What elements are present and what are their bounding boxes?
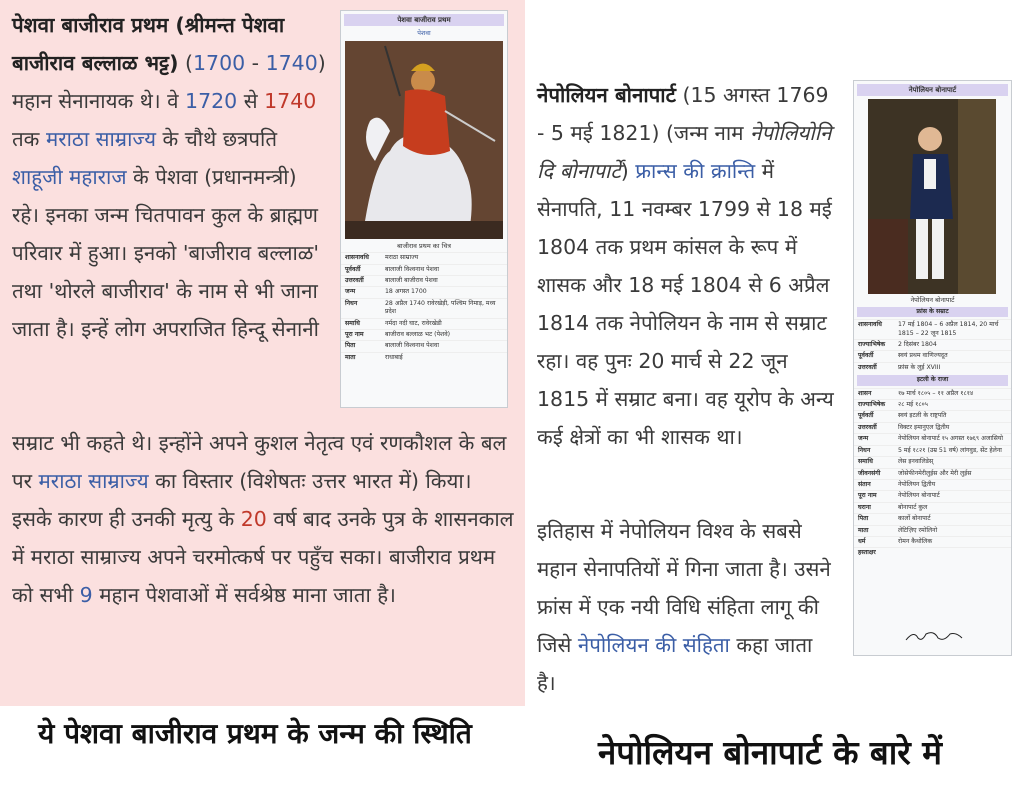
infobox-row-value: 18 अगस्त 1700 <box>385 288 427 296</box>
infobox-row <box>341 286 507 297</box>
infobox-row-value: बोनापार्ट कुल <box>898 503 928 511</box>
year-link[interactable]: 1740 <box>265 51 318 75</box>
infobox-row-key: पूर्ववर्ती <box>858 352 874 360</box>
french-revolution-link[interactable]: फ्रान्स की क्रान्ति <box>635 159 756 183</box>
infobox-row <box>854 339 1011 350</box>
infobox-row-key: राज्याभिषेक <box>858 341 886 349</box>
infobox-row <box>854 388 1011 399</box>
infobox-row <box>854 490 1011 501</box>
infobox-section: फ्रांस के सम्राट <box>857 307 1008 317</box>
infobox-row <box>854 547 1011 558</box>
infobox-row-value <box>898 549 1007 557</box>
infobox-row-key: निधन <box>345 299 358 307</box>
infobox-title: पेशवा बाजीराव प्रथम <box>344 14 504 26</box>
infobox-row-key: शासनावधि <box>345 254 369 262</box>
infobox-row-key: शासन <box>858 389 872 397</box>
napoleonic-code-link[interactable]: नेपोलियन की संहिता <box>577 633 730 657</box>
infobox-row <box>341 340 507 351</box>
infobox-row-value: २८ मई १८०५ <box>898 401 928 409</box>
infobox-row-key: पिता <box>858 515 869 523</box>
year-link[interactable]: 1700 <box>192 51 246 75</box>
right-caption: नेपोलियन बोनापार्ट के बारे में <box>597 733 943 772</box>
year-link[interactable]: 1740 <box>264 89 317 113</box>
infobox-row <box>854 422 1011 433</box>
napoleon-article-body: इतिहास में नेपोलियन विश्व के सबसे महान सेनापतियों में गिना जाता है। उसने फ्रांस में एक नयी विधि संहिता लागू की जिसे नेपोलियन की संहिता कहा जाता है। <box>537 519 831 695</box>
infobox-row-value: लेस इनवालिडेस् <box>898 458 934 466</box>
infobox-row-key: पूरा नाम <box>858 492 877 500</box>
napoleon-infobox <box>853 80 1012 656</box>
infobox-row <box>854 479 1011 490</box>
infobox-row-key: घराना <box>858 503 871 511</box>
infobox-row-value: नर्मदा नदी घाट, रावेरखेडी <box>385 319 442 327</box>
infobox-row <box>341 318 507 329</box>
infobox-row <box>854 525 1011 536</box>
infobox-row-value: बाजीराव बल्लाळ भट (पेशवे) <box>385 331 451 339</box>
infobox-row-key: उत्तरवर्ती <box>858 363 877 371</box>
signature-image <box>904 628 964 647</box>
infobox-row-value: 28 अप्रैल 1740 रावेरखेड़ी, पश्चिम निमाड़, मध्य प्रदेश <box>385 299 496 316</box>
shahuji-link[interactable]: शाहूजी महाराज <box>12 165 127 189</box>
baji-rao-article-body: सम्राट भी कहते थे। इन्होंने अपने कुशल नेतृत्व एवं रणकौशल के बल पर मराठा साम्राज्य का विस्तार (विशेषतः उत्तर भारत में) किया। इसके कारण ही उनकी मृत्यु के 20 वर्ष बाद उनके पुत्र के शासनकाल में मराठा साम्राज्य अपने चरमोत्कर्ष पर पहुँच सका। बाजीराव प्रथम को सभी 9 महान पेशवाओं में सर्वश्रेष्ठ माना जाता है। <box>12 431 514 607</box>
infobox-row-key: हस्ताक्षर <box>858 549 876 557</box>
infobox-row-value: राधाबाई <box>385 353 403 361</box>
infobox-row-value: नेपोलियन बोनापार्ट <box>898 492 940 500</box>
infobox-row-value: 2 दिसंबर 1804 <box>898 341 937 349</box>
infobox-row-key: शासनावधि <box>858 321 882 329</box>
infobox-row-key: उत्तरवर्ती <box>345 277 364 285</box>
infobox-row <box>854 456 1011 467</box>
infobox-row <box>341 329 507 340</box>
infobox-row-value: बालाजी विश्वनाथ पेशवा <box>385 265 439 273</box>
infobox-row <box>341 298 507 318</box>
infobox-row-value: बालाजी विश्वनाथ पेशवा <box>385 342 439 350</box>
infobox-row-value: नेपोलियन बोनापार्ट १५ अगस्त १७६९ अजासियो <box>898 435 1003 443</box>
infobox-subtitle: पेशवा <box>417 29 431 38</box>
infobox-row-key: धर्म <box>858 537 866 545</box>
infobox-row-value: 5 मई १८२१ (उम्र 51 वर्ष) लांगवुड, सेंट हेलेना <box>898 446 1002 454</box>
infobox-row-key: पूर्ववर्ती <box>345 265 361 273</box>
infobox-title: नेपोलियन बोनापार्ट <box>857 84 1008 96</box>
napoleon-portrait-image <box>868 99 997 294</box>
infobox-row-value: विक्टर इमानुएल द्वितीय <box>898 423 950 431</box>
infobox-row-value: कार्लो बोनापार्ट <box>898 515 931 523</box>
infobox-caption: नेपोलियन बोनापार्ट <box>910 296 955 305</box>
infobox-row-key: जन्म <box>858 435 869 443</box>
infobox-row-value: रोमन कैथोलिक <box>898 537 933 545</box>
infobox-row-key: उत्तरवर्ती <box>858 423 877 431</box>
infobox-row <box>854 468 1011 479</box>
infobox-row-key: पूरा नाम <box>345 331 364 339</box>
infobox-row-key: संतान <box>858 480 871 488</box>
infobox-row-value: मराठा साम्राज्य <box>385 254 419 262</box>
maratha-empire-link[interactable]: मराठा साम्राज्य <box>45 127 156 151</box>
infobox-row-value: स्वयं प्रथम वाणिज्यदूत <box>898 352 948 360</box>
infobox-row <box>854 350 1011 361</box>
baji-rao-article-intro: पेशवा बाजीराव प्रथम (श्रीमन्त पेशवा बाजीराव बल्लाळ भट्ट) (1700 - 1740) महान सेनानायक थे। वे 1720 से 1740 तक मराठा साम्राज्य के चौथे छत्रपति शाहूजी महाराज के पेशवा (प्रधानमन्त्री) रहे। इनका जन्म चितपावन कुल के ब्राह्मण परिवार में हुआ। इनको 'बाजीराव बल्लाळ' तथा 'थोरले बाजीराव' के नाम से भी जाना जाता है। इन्हें लोग अपराजित हिन्दू सेनानी <box>12 13 326 341</box>
horse-rider-portrait-image <box>345 41 503 239</box>
infobox-row-key: जीवनसंगी <box>858 469 881 477</box>
infobox-row <box>341 264 507 275</box>
infobox-row <box>854 410 1011 421</box>
infobox-row-value: बालाजी बाजीराव पेशवा <box>385 277 438 285</box>
infobox-row-value: लेटिज़िए रमोलिनो <box>898 526 938 534</box>
infobox-caption: बाजीराव प्रथम का चित्र <box>397 241 451 250</box>
infobox-row-key: जन्म <box>345 288 356 296</box>
left-caption: ये पेशवा बाजीराव प्रथम के जन्म की स्थिति <box>38 717 472 750</box>
infobox-row-value: फ्रांस के लुई XVIII <box>898 363 941 371</box>
infobox-row-key: समाधि <box>858 458 873 466</box>
article-title: नेपोलियन बोनापार्ट <box>537 83 676 107</box>
infobox-row-value: १७ मार्च १८०५ – ११ अप्रैल १८१४ <box>898 389 974 397</box>
maratha-empire-link[interactable]: मराठा साम्राज्य <box>38 469 149 493</box>
infobox-row-value: 17 मई 1804 – 6 अप्रैल 1814, 20 मार्च 1815 – 22 जून 1815 <box>898 321 999 337</box>
infobox-row-value: नेपोलियन द्वितीय <box>898 480 936 488</box>
infobox-row-key: माता <box>858 526 869 534</box>
infobox-row <box>341 275 507 286</box>
infobox-row <box>854 513 1011 524</box>
article-title: पेशवा बाजीराव प्रथम (श्रीमन्त पेशवा बाजीराव बल्लाळ भट्ट) <box>12 13 285 75</box>
infobox-row <box>341 352 507 363</box>
infobox-section: इटली के राजा <box>857 375 1008 385</box>
infobox-row-key: समाधि <box>345 319 360 327</box>
infobox-row-key: निधन <box>858 446 871 454</box>
infobox-row-key: पूर्ववर्ती <box>858 412 874 420</box>
infobox-row-key: माता <box>345 353 356 361</box>
infobox-row-value: जोसेफीनमेरीलुईस और मेरी लुईस <box>898 469 972 477</box>
napoleon-article-intro: नेपोलियन बोनापार्ट (15 अगस्त 1769 - 5 मई 1821) (जन्म नाम नेपोलियोनि दि बोनापार्टे) फ्रान्स की क्रान्ति में सेनापति, 11 नवम्बर 1799 से 18 मई 1804 तक प्रथम कांसल के रूप में शासक और 18 मई 1804 से 6 अप्रैल 1814 तक नेपोलियन के नाम से सम्राट रहा। वह पुनः 20 मार्च से 22 जून 1815 में सम्राट बना। वह यूरोप के अन्य कई क्षेत्रों का भी शासक था। <box>537 83 834 449</box>
year-link[interactable]: 1720 <box>185 89 238 113</box>
infobox-row <box>854 536 1011 547</box>
infobox-row-key: राज्याभिषेक <box>858 401 886 409</box>
infobox-row <box>854 502 1011 513</box>
infobox-row <box>854 433 1011 444</box>
infobox-row <box>341 252 507 263</box>
infobox-row <box>854 445 1011 456</box>
infobox-row <box>854 399 1011 410</box>
baji-rao-infobox <box>340 10 508 408</box>
infobox-row <box>854 319 1011 339</box>
infobox-row-key: पिता <box>345 342 356 350</box>
infobox-row <box>854 362 1011 373</box>
infobox-row-value: स्वयं इटली के राष्ट्रपति <box>898 412 947 420</box>
